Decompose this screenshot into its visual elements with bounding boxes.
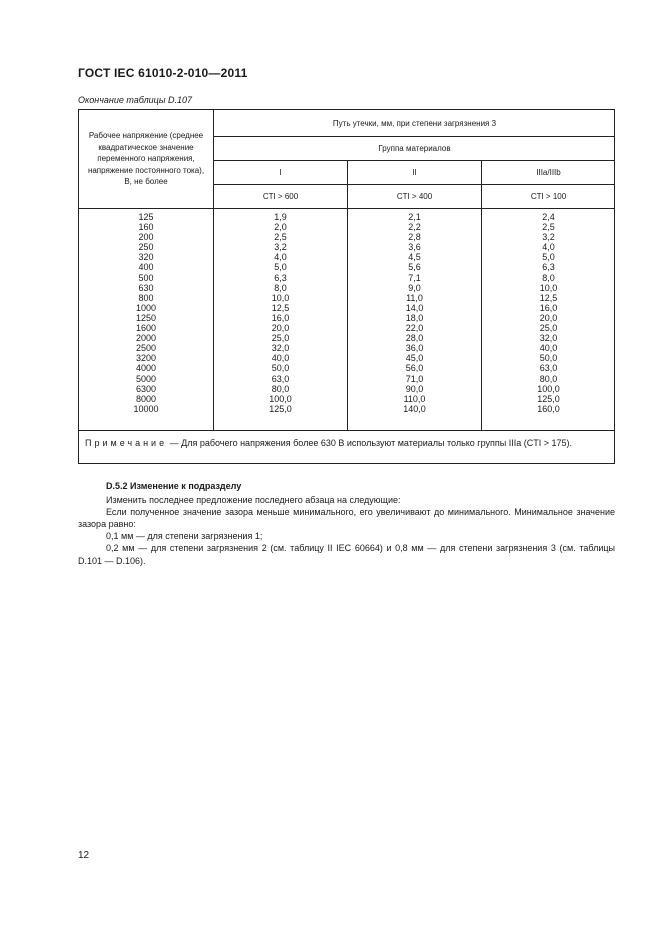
table-cell: 32,0 [271, 343, 290, 354]
table-cell: 3200 [135, 353, 157, 364]
table-cell: 80,0 [539, 373, 558, 384]
table-cell: 16,0 [539, 302, 558, 313]
table-cell: 6,3 [274, 272, 287, 283]
table-cell: 50,0 [539, 353, 558, 364]
table-cell: 5,0 [274, 262, 287, 273]
table-cell: 4,0 [542, 242, 555, 253]
table-cell: 5,6 [408, 262, 421, 273]
voltage-column-header: Рабочее напряжение (среднее квадратическое значение переменного напряжения, напряжение постоянного тока), В, не более [87, 131, 205, 187]
note-text: — Для рабочего напряжения более 630 В используют материалы только группы IIIa (CTI > 175). [169, 438, 572, 448]
group3-column [482, 212, 615, 414]
table-cell: 125,0 [537, 393, 560, 404]
table-cell: 10,0 [539, 282, 558, 293]
table-cell: 110,0 [403, 393, 426, 404]
table-cell: 100,0 [269, 393, 292, 404]
table-cell: 1600 [135, 323, 157, 334]
table-cell: 8,0 [542, 272, 555, 283]
table-cell: 2,5 [542, 222, 555, 233]
table-cell: 36,0 [405, 343, 424, 354]
table-cell: 45,0 [405, 353, 424, 364]
table-cell: 25,0 [539, 323, 558, 334]
table-cell: 50,0 [271, 363, 290, 374]
table-cell: 160,0 [537, 403, 560, 414]
table-cell: 90,0 [405, 383, 424, 394]
table-cell: 16,0 [271, 312, 290, 323]
table-note [85, 437, 610, 449]
table-cell: 500 [138, 272, 154, 283]
paragraph: 0,2 мм — для степени загрязнения 2 (см. таблицу II IEC 60664) и 0,8 мм — для степени загрязнения 3 (см. таблицы D.101 — D.106). [78, 543, 615, 566]
creepage-header: Путь утечки, мм, при степени загрязнения 3 [332, 118, 497, 128]
table-cell: 630 [138, 282, 154, 293]
table-cell: 32,0 [539, 333, 558, 344]
paragraph: Изменить последнее предложение последнего абзаца на следующие: [106, 495, 401, 506]
table-cell: 4,0 [274, 252, 287, 263]
paragraph: 0,1 мм — для степени загрязнения 1; [106, 531, 263, 542]
table-cell: 7,1 [408, 272, 421, 283]
clearance-table [78, 109, 615, 464]
table-cell: 3,2 [274, 242, 287, 253]
table-cell: 2,5 [274, 232, 287, 243]
section-heading: D.5.2 Изменение к подразделу [106, 481, 242, 491]
table-cell: 2,8 [408, 232, 421, 243]
table-cell: 63,0 [271, 373, 290, 384]
table-cell: 320 [138, 252, 154, 263]
table-caption: Окончание таблицы D.107 [78, 95, 192, 105]
table-cell: 8000 [135, 393, 157, 404]
table-cell: 2000 [135, 333, 157, 344]
table-cell: 3,2 [542, 232, 555, 243]
cti-header: CTI > 100 [530, 191, 567, 201]
table-cell: 18,0 [405, 312, 424, 323]
table-cell: 63,0 [539, 363, 558, 374]
section-d52 [78, 480, 615, 567]
table-cell: 2500 [135, 343, 157, 354]
table-cell: 5,0 [542, 252, 555, 263]
group1-column [214, 212, 347, 414]
cti-header: CTI > 400 [396, 191, 433, 201]
table-cell: 400 [138, 262, 154, 273]
table-cell: 28,0 [405, 333, 424, 344]
table-cell: 20,0 [271, 323, 290, 334]
table-cell: 22,0 [405, 323, 424, 334]
table-cell: 2,4 [542, 212, 555, 222]
table-cell: 6300 [135, 383, 157, 394]
table-cell: 25,0 [271, 333, 290, 344]
table-cell: 6,3 [542, 262, 555, 273]
table-cell: 250 [138, 242, 154, 253]
table-cell: 4,5 [408, 252, 421, 263]
table-cell: 2,1 [408, 212, 421, 222]
table-cell: 10000 [133, 403, 159, 414]
table-cell: 3,6 [408, 242, 421, 253]
table-cell: 56,0 [405, 363, 424, 374]
table-cell: 800 [138, 292, 154, 303]
table-cell: 140,0 [403, 403, 426, 414]
group2-column [348, 212, 481, 414]
table-cell: 1250 [135, 312, 157, 323]
table-cell: 2,0 [274, 222, 287, 233]
table-cell: 4000 [135, 363, 157, 374]
group-header: I [279, 167, 282, 177]
table-cell: 11,0 [406, 292, 423, 303]
document-title: ГОСТ IEC 61010-2-010—2011 [78, 66, 248, 80]
group-header: II [412, 167, 417, 177]
table-cell: 8,0 [274, 282, 287, 293]
table-cell: 80,0 [271, 383, 290, 394]
page-number: 12 [78, 850, 90, 861]
table-cell: 40,0 [271, 353, 290, 364]
table-divider [79, 430, 615, 431]
voltage-column [79, 212, 213, 414]
group-header: IIIa/IIIb [536, 167, 561, 177]
table-cell: 20,0 [539, 312, 558, 323]
table-cell: 40,0 [539, 343, 558, 354]
table-cell: 1,9 [274, 212, 287, 222]
table-cell: 71,0 [405, 373, 424, 384]
paragraph: Если полученное значение зазора меньше минимального, его увеличивают до минимального. Минимальное значение зазора равно: [78, 507, 615, 530]
table-cell: 2,2 [408, 222, 421, 233]
table-cell: 10,0 [271, 292, 290, 303]
table-cell: 5000 [135, 373, 157, 384]
table-cell: 9,0 [408, 282, 421, 293]
table-cell: 100,0 [537, 383, 560, 394]
note-label: Примечание [85, 438, 168, 448]
table-divider [79, 208, 615, 209]
material-group-header: Группа материалов [378, 143, 451, 153]
table-cell: 125 [138, 212, 154, 222]
table-cell: 14,0 [405, 302, 424, 313]
table-cell: 160 [138, 222, 154, 233]
cti-header: CTI > 600 [262, 191, 299, 201]
table-cell: 200 [138, 232, 154, 243]
table-cell: 12,5 [539, 292, 558, 303]
table-cell: 125,0 [269, 403, 292, 414]
table-cell: 12,5 [271, 302, 290, 313]
table-cell: 1000 [135, 302, 157, 313]
